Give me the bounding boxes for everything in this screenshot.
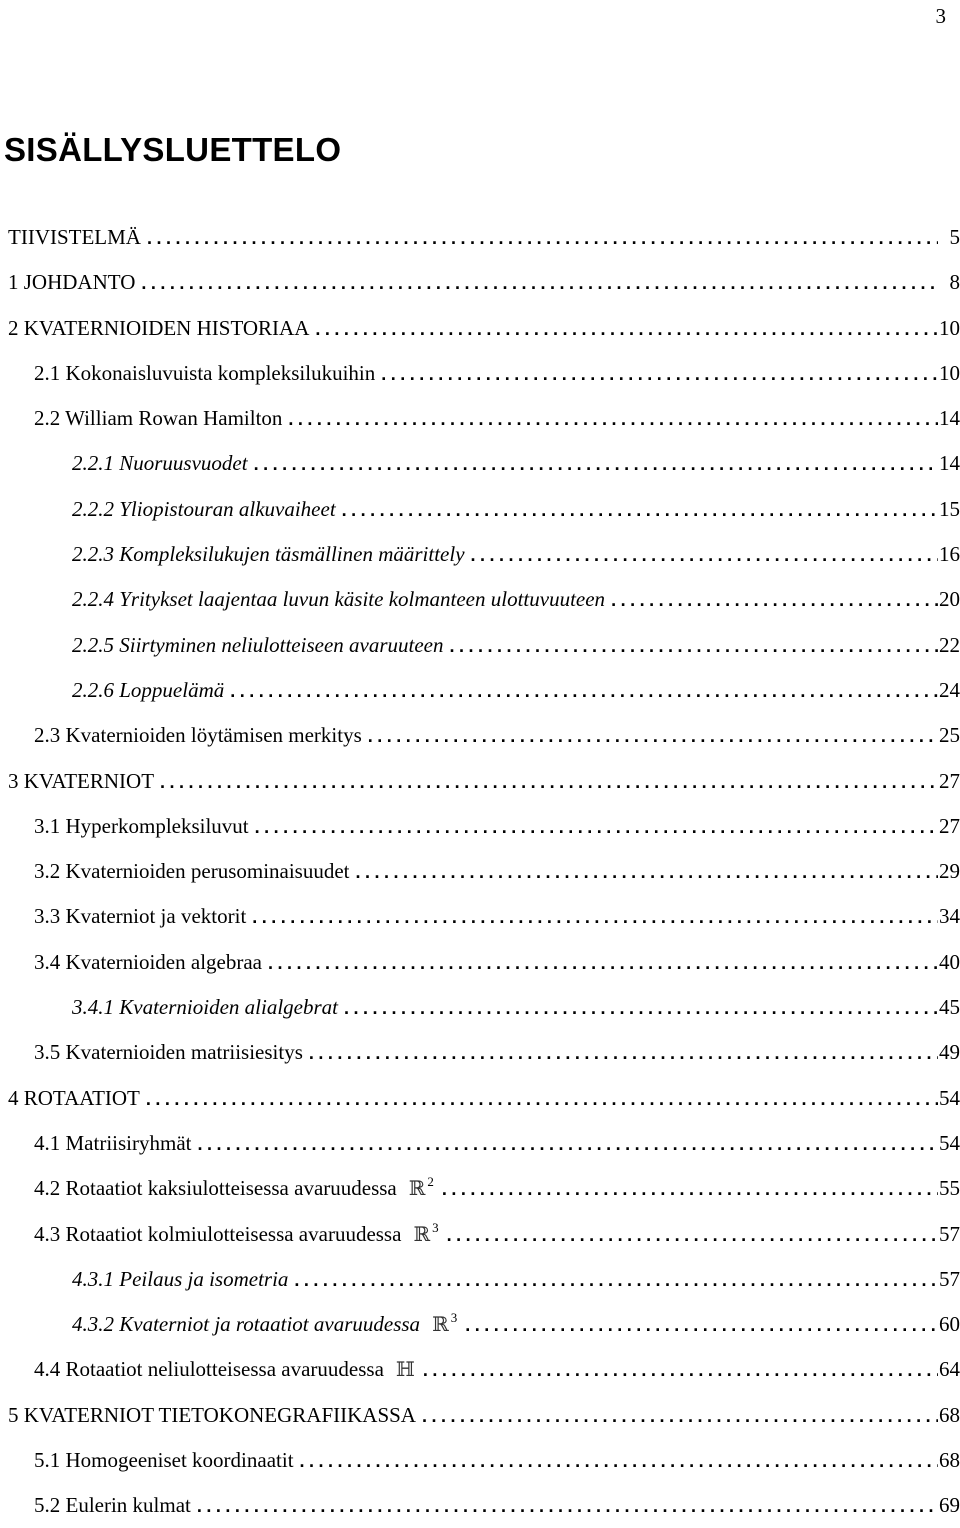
toc-entry-link[interactable] <box>72 1264 960 1294</box>
toc-entry-page-number: 57 <box>939 1221 960 1246</box>
toc-entry-page-number: 15 <box>939 496 960 521</box>
toc-entry-label: 4.1 Matriisiryhmät <box>34 1130 192 1155</box>
toc-entry-label: 3.5 Kvaternioiden matriisiesitys <box>34 1040 303 1065</box>
toc-entry-link[interactable] <box>34 1219 960 1249</box>
toc-entry-page-number: 20 <box>939 587 960 612</box>
toc-entry-page-number: 27 <box>939 813 960 838</box>
toc-entry-label: 5 KVATERNIOT TIETOKONEGRAFIIKASSA <box>8 1402 416 1427</box>
dot-leader <box>419 1355 938 1385</box>
toc-entry <box>0 1029 960 1074</box>
dot-leader <box>443 1220 938 1250</box>
toc-entry <box>0 622 960 667</box>
toc-entry-label: 2.3 Kvaternioiden löytämisen merkitys <box>34 723 362 748</box>
toc-entry-page-number: 60 <box>939 1312 960 1337</box>
dot-leader <box>446 631 939 661</box>
toc-entry <box>0 1482 960 1527</box>
dot-leader <box>226 676 938 706</box>
toc-entry-label: TIIVISTELMÄ <box>8 225 141 249</box>
toc-entry-label: 4.4 Rotaatiot neliulotteisessa avaruudessa <box>34 1357 384 1382</box>
toc-entry-label: 1 JOHDANTO <box>8 270 136 295</box>
toc-entry-link[interactable] <box>34 403 960 433</box>
dot-leader <box>193 1129 938 1159</box>
toc-entry-link[interactable] <box>72 630 960 660</box>
toc-entry <box>0 1256 960 1301</box>
toc-entry <box>0 1120 960 1165</box>
toc-entry-page-number: 45 <box>939 995 960 1020</box>
dot-leader <box>250 449 938 479</box>
toc-entry <box>0 395 960 440</box>
dot-leader <box>340 993 938 1023</box>
math-set-symbol: ℍ <box>395 1357 415 1382</box>
toc-entry-label: 2.1 Kokonaisluvuista kompleksilukuihin <box>34 360 376 385</box>
toc-entry-label: 4.2 Rotaatiot kaksiulotteisessa avaruudessa <box>34 1176 397 1201</box>
dot-leader <box>290 1265 938 1295</box>
toc-entry-link[interactable] <box>8 267 960 297</box>
toc-entry <box>0 1211 960 1256</box>
toc-entry-page-number: 69 <box>939 1493 960 1518</box>
toc-entry-link[interactable] <box>72 992 960 1022</box>
toc-entry <box>0 214 960 259</box>
toc-entry <box>0 1075 960 1120</box>
math-dimension-superscript: 2 <box>427 1174 434 1190</box>
toc-entry <box>0 531 960 576</box>
toc-entry-link[interactable] <box>34 811 960 841</box>
toc-entry-label: 5.2 Eulerin kulmat <box>34 1493 191 1518</box>
toc-entry-link[interactable] <box>72 539 960 569</box>
toc-entry-link[interactable] <box>72 494 960 524</box>
dot-leader <box>305 1038 938 1068</box>
dot-leader <box>142 1084 938 1114</box>
toc-entry-page-number: 16 <box>939 542 960 567</box>
toc-entry-page-number: 14 <box>939 451 960 476</box>
toc-entry-link[interactable] <box>34 720 960 750</box>
toc-entry <box>0 758 960 803</box>
toc-entry-link[interactable] <box>8 766 960 796</box>
dot-leader <box>143 223 938 253</box>
dot-leader <box>438 1174 938 1204</box>
toc-entry-label: 2.2.2 Yliopistouran alkuvaiheet <box>72 496 336 521</box>
toc-entry <box>0 305 960 350</box>
toc-entry-page-number: 22 <box>939 632 960 657</box>
toc-entry-label: 2 KVATERNIOIDEN HISTORIAA <box>8 315 310 340</box>
toc-entry-page-number: 27 <box>939 768 960 793</box>
toc-entry-label: 3 KVATERNIOT <box>8 768 155 793</box>
toc-entry-label: 3.1 Hyperkompleksiluvut <box>34 813 249 838</box>
math-set-symbol: ℝ <box>432 1312 449 1337</box>
toc-entry-link[interactable] <box>8 222 960 252</box>
toc-entry-link[interactable] <box>72 1309 960 1339</box>
toc-entry <box>0 350 960 395</box>
toc-entry-page-number: 25 <box>939 723 960 748</box>
toc-entry-label: 3.4 Kvaternioiden algebraa <box>34 949 262 974</box>
toc-entry <box>0 939 960 984</box>
dot-leader <box>311 314 938 344</box>
toc-entry <box>0 984 960 1029</box>
math-set-symbol: ℝ <box>408 1176 426 1201</box>
toc-entry-link[interactable] <box>8 313 960 343</box>
toc-entry-link[interactable] <box>34 1354 960 1384</box>
dot-leader <box>352 857 938 887</box>
toc-entry-page-number: 68 <box>939 1448 960 1473</box>
dot-leader <box>338 495 938 525</box>
toc-entry-label: 2.2.3 Kompleksilukujen täsmällinen määrittely <box>72 542 465 567</box>
toc-entry-page-number: 54 <box>939 1130 960 1155</box>
toc-entry-link[interactable] <box>34 901 960 931</box>
dot-leader <box>284 404 938 434</box>
toc-entry-label: 4.3.2 Kvaterniot ja rotaatiot avaruudessa <box>72 1312 421 1337</box>
toc-entry-link[interactable] <box>8 1400 960 1430</box>
toc-entry-page-number: 5 <box>949 225 960 249</box>
toc-entry-page-number: 64 <box>939 1357 960 1382</box>
toc-entry-page-number: 68 <box>939 1402 960 1427</box>
toc-entry-link[interactable] <box>34 358 960 388</box>
dot-leader <box>377 359 938 389</box>
toc-entry-label: 5.1 Homogeeniset koordinaatit <box>34 1448 294 1473</box>
toc-entry-label: 2.2.1 Nuoruusvuodet <box>72 451 248 476</box>
toc-entry-link[interactable] <box>34 1037 960 1067</box>
toc-entry <box>0 1165 960 1210</box>
toc-entry-link[interactable] <box>34 856 960 886</box>
toc-entry-link[interactable] <box>8 1083 960 1113</box>
table-of-contents <box>0 214 960 1528</box>
toc-entry-page-number: 40 <box>939 949 960 974</box>
toc-entry-page-number: 29 <box>939 859 960 884</box>
toc-entry <box>0 440 960 485</box>
toc-entry-label: 2.2.6 Loppuelämä <box>72 677 225 702</box>
page-title: SISÄLLYSLUETTELO <box>4 131 342 168</box>
toc-entry <box>0 1437 960 1482</box>
page-number: 3 <box>935 4 946 28</box>
toc-entry-link[interactable] <box>34 1173 960 1203</box>
toc-entry-label: 3.3 Kvaterniot ja vektorit <box>34 904 247 929</box>
math-dimension-superscript: 3 <box>450 1310 458 1326</box>
toc-entry-page-number: 55 <box>939 1176 960 1201</box>
toc-entry-link[interactable] <box>72 675 960 705</box>
toc-entry-page-number: 34 <box>939 904 960 929</box>
toc-entry-label: 2.2.5 Siirtyminen neliulotteiseen avaruuteen <box>72 632 444 657</box>
toc-entry-link[interactable] <box>72 448 960 478</box>
dot-leader <box>193 1491 938 1521</box>
toc-entry-link[interactable] <box>34 1128 960 1158</box>
toc-entry <box>0 486 960 531</box>
toc-entry <box>0 712 960 757</box>
toc-entry-page-number: 49 <box>939 1040 960 1065</box>
toc-entry-page-number: 57 <box>939 1266 960 1291</box>
dot-leader <box>137 268 938 298</box>
toc-entry <box>0 259 960 304</box>
toc-entry <box>0 848 960 893</box>
math-dimension-superscript: 3 <box>432 1219 439 1235</box>
dot-leader <box>264 948 938 978</box>
toc-entry-label: 4 ROTAATIOT <box>8 1085 140 1110</box>
toc-entry-label: 3.2 Kvaternioiden perusominaisuudet <box>34 859 350 884</box>
dot-leader <box>467 540 938 570</box>
toc-entry-link[interactable] <box>34 947 960 977</box>
toc-entry-link[interactable] <box>34 1490 960 1520</box>
toc-entry-label: 4.3.1 Peilaus ja isometria <box>72 1266 289 1291</box>
dot-leader <box>156 767 938 797</box>
dot-leader <box>364 721 938 751</box>
dot-leader <box>607 585 938 615</box>
toc-entry-link[interactable] <box>72 584 960 614</box>
toc-entry <box>0 1392 960 1437</box>
toc-entry-page-number: 54 <box>939 1085 960 1110</box>
toc-entry-label: 4.3 Rotaatiot kolmiulotteisessa avaruudessa <box>34 1221 402 1246</box>
toc-entry-page-number: 10 <box>939 315 960 340</box>
toc-entry <box>0 576 960 621</box>
math-set-symbol: ℝ <box>413 1221 431 1246</box>
toc-entry-page-number: 10 <box>939 360 960 385</box>
dot-leader <box>251 812 938 842</box>
toc-entry <box>0 1301 960 1346</box>
dot-leader <box>248 902 938 932</box>
dot-leader <box>418 1401 938 1431</box>
toc-entry-label: 2.2 William Rowan Hamilton <box>34 406 283 431</box>
toc-entry-label: 3.4.1 Kvaternioiden alialgebrat <box>72 995 338 1020</box>
toc-entry-link[interactable] <box>34 1445 960 1475</box>
toc-entry-page-number: 14 <box>939 406 960 431</box>
toc-entry <box>0 803 960 848</box>
dot-leader <box>296 1446 938 1476</box>
toc-entry <box>0 893 960 938</box>
toc-entry <box>0 1346 960 1391</box>
toc-entry-page-number: 8 <box>949 270 960 295</box>
toc-entry-label: 2.2.4 Yritykset laajentaa luvun käsite kolmanteen ulottuvuuteen <box>72 587 606 612</box>
dot-leader <box>461 1310 938 1340</box>
toc-entry-page-number: 24 <box>939 677 960 702</box>
toc-entry <box>0 667 960 712</box>
